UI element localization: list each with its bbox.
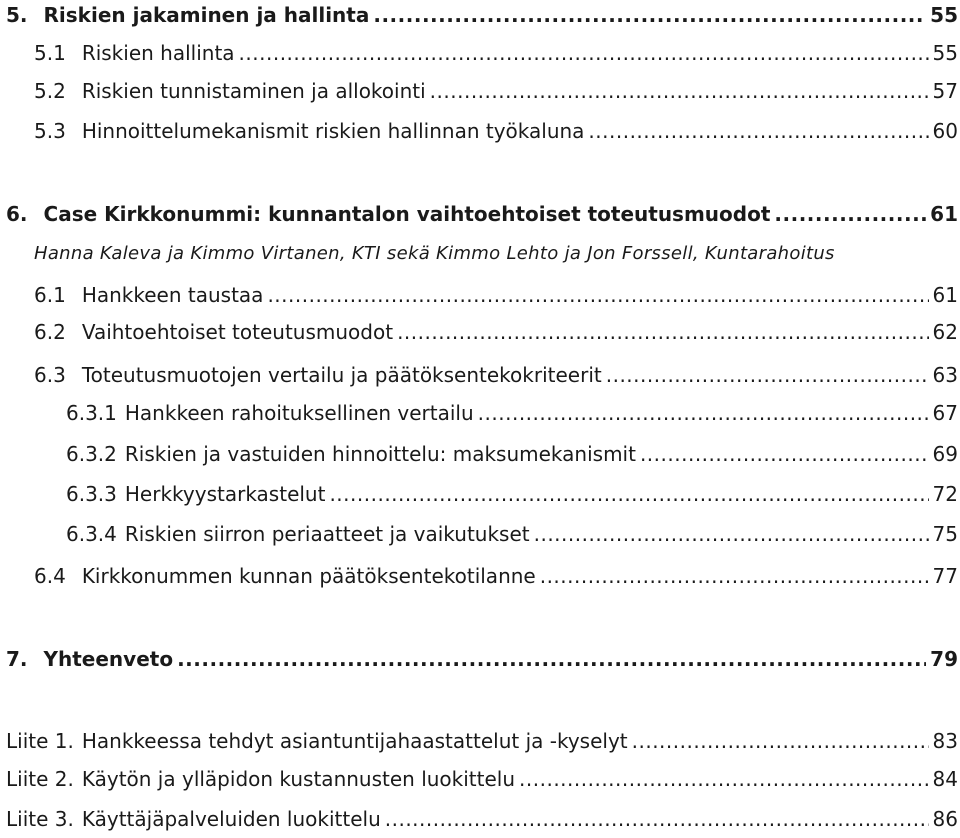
- toc-title: Riskien siirron periaatteet ja vaikutukset: [124, 522, 530, 546]
- toc-title: Käyttäjäpalveluiden luokittelu: [81, 807, 381, 831]
- toc-entry-6-3-1[interactable]: [66, 399, 958, 427]
- toc-title: Riskien tunnistaminen ja allokointi: [81, 79, 426, 103]
- toc-title: Yhteenveto: [43, 647, 174, 671]
- toc-page-number: 55: [932, 41, 958, 65]
- toc-title: Hankkeessa tehdyt asiantuntijahaastattelut ja -kyselyt: [81, 729, 628, 753]
- toc-number: 6.3.3: [66, 482, 117, 506]
- toc-entry-6-3-4[interactable]: [66, 520, 958, 548]
- toc-page-number: 67: [932, 401, 958, 425]
- toc-entry-liite-3[interactable]: [6, 805, 958, 833]
- toc-entry-chapter-7[interactable]: [6, 645, 958, 673]
- toc-page-number: 79: [930, 647, 958, 671]
- toc-page-number: 61: [932, 283, 958, 307]
- toc-page-number: 63: [932, 363, 958, 387]
- toc-page-number: 61: [930, 202, 958, 226]
- toc-entry-5-2[interactable]: [34, 77, 958, 105]
- toc-page-number: 69: [932, 442, 958, 466]
- toc-page-number: 57: [932, 79, 958, 103]
- toc-title: Riskien ja vastuiden hinnoittelu: maksumekanismit: [124, 442, 636, 466]
- toc-entry-liite-1[interactable]: [6, 727, 958, 755]
- toc-title: Hankkeen taustaa: [81, 283, 264, 307]
- toc-number: 5.: [6, 3, 28, 27]
- toc-number: Liite 2.: [6, 767, 74, 791]
- toc-entry-chapter-5[interactable]: [6, 1, 958, 29]
- toc-number: 5.1: [34, 41, 66, 65]
- toc-entry-6-4[interactable]: [34, 562, 958, 590]
- toc-number: 6.: [6, 202, 28, 226]
- toc-page-number: 84: [932, 767, 958, 791]
- dot-leader: [540, 562, 929, 590]
- toc-number: 6.3.1: [66, 401, 117, 425]
- dot-leader: [177, 645, 926, 673]
- dot-leader: [267, 281, 928, 309]
- toc-page-number: 83: [932, 729, 958, 753]
- toc-page-number: 77: [932, 564, 958, 588]
- toc-number: 5.2: [34, 79, 66, 103]
- toc-number: 5.3: [34, 119, 66, 143]
- toc-number: 6.3.2: [66, 442, 117, 466]
- toc-entry-6-2[interactable]: [34, 318, 958, 346]
- toc-number: 6.3.4: [66, 522, 117, 546]
- dot-leader: [588, 117, 928, 145]
- dot-leader: [373, 1, 926, 29]
- dot-leader: [478, 399, 929, 427]
- toc-title: Herkkyystarkastelut: [124, 482, 326, 506]
- toc-page-number: 75: [932, 522, 958, 546]
- toc-number: 6.1: [34, 283, 66, 307]
- dot-leader: [385, 805, 929, 833]
- toc-page-number: 55: [930, 3, 958, 27]
- toc-page-number: 62: [932, 320, 958, 344]
- toc-page-number: 72: [932, 482, 958, 506]
- toc-number: Liite 3.: [6, 807, 74, 831]
- toc-number: 6.4: [34, 564, 66, 588]
- toc-title: Toteutusmuotojen vertailu ja päätöksentekokriteerit: [81, 363, 602, 387]
- toc-entry-6-3-3[interactable]: [66, 480, 958, 508]
- toc-title: Vaihtoehtoiset toteutusmuodot: [81, 320, 394, 344]
- toc-entry-6-3-2[interactable]: [66, 440, 958, 468]
- toc-title: Kirkkonummen kunnan päätöksentekotilanne: [81, 564, 536, 588]
- toc-title: Riskien hallinta: [81, 41, 235, 65]
- dot-leader: [430, 77, 929, 105]
- toc-title: Case Kirkkonummi: kunnantalon vaihtoehtoiset toteutusmuodot: [43, 202, 771, 226]
- toc-title: Hankkeen rahoituksellinen vertailu: [124, 401, 474, 425]
- dot-leader: [606, 361, 929, 389]
- chapter-authors: Hanna Kaleva ja Kimmo Virtanen, KTI sekä Kimmo Lehto ja Jon Forssell, Kuntarahoitus: [34, 243, 835, 264]
- toc-number: 6.3: [34, 363, 66, 387]
- dot-leader: [239, 39, 929, 67]
- toc-entry-chapter-6[interactable]: [6, 200, 958, 228]
- toc-number: 7.: [6, 647, 28, 671]
- dot-leader: [534, 520, 929, 548]
- dot-leader: [774, 200, 926, 228]
- toc-title: Hinnoittelumekanismit riskien hallinnan työkaluna: [81, 119, 585, 143]
- toc-page-number: 60: [932, 119, 958, 143]
- dot-leader: [519, 765, 929, 793]
- toc-entry-6-3[interactable]: [34, 361, 958, 389]
- dot-leader: [329, 480, 928, 508]
- dot-leader: [397, 318, 928, 346]
- toc-number: Liite 1.: [6, 729, 74, 753]
- toc-page-number: 86: [932, 807, 958, 831]
- dot-leader: [640, 440, 929, 468]
- toc-title: Riskien jakaminen ja hallinta: [43, 3, 370, 27]
- toc-title: Käytön ja ylläpidon kustannusten luokittelu: [81, 767, 516, 791]
- toc-entry-6-1[interactable]: [34, 281, 958, 309]
- toc-number: 6.2: [34, 320, 66, 344]
- toc-entry-5-3[interactable]: [34, 117, 958, 145]
- dot-leader: [632, 727, 929, 755]
- toc-entry-5-1[interactable]: [34, 39, 958, 67]
- toc-entry-liite-2[interactable]: [6, 765, 958, 793]
